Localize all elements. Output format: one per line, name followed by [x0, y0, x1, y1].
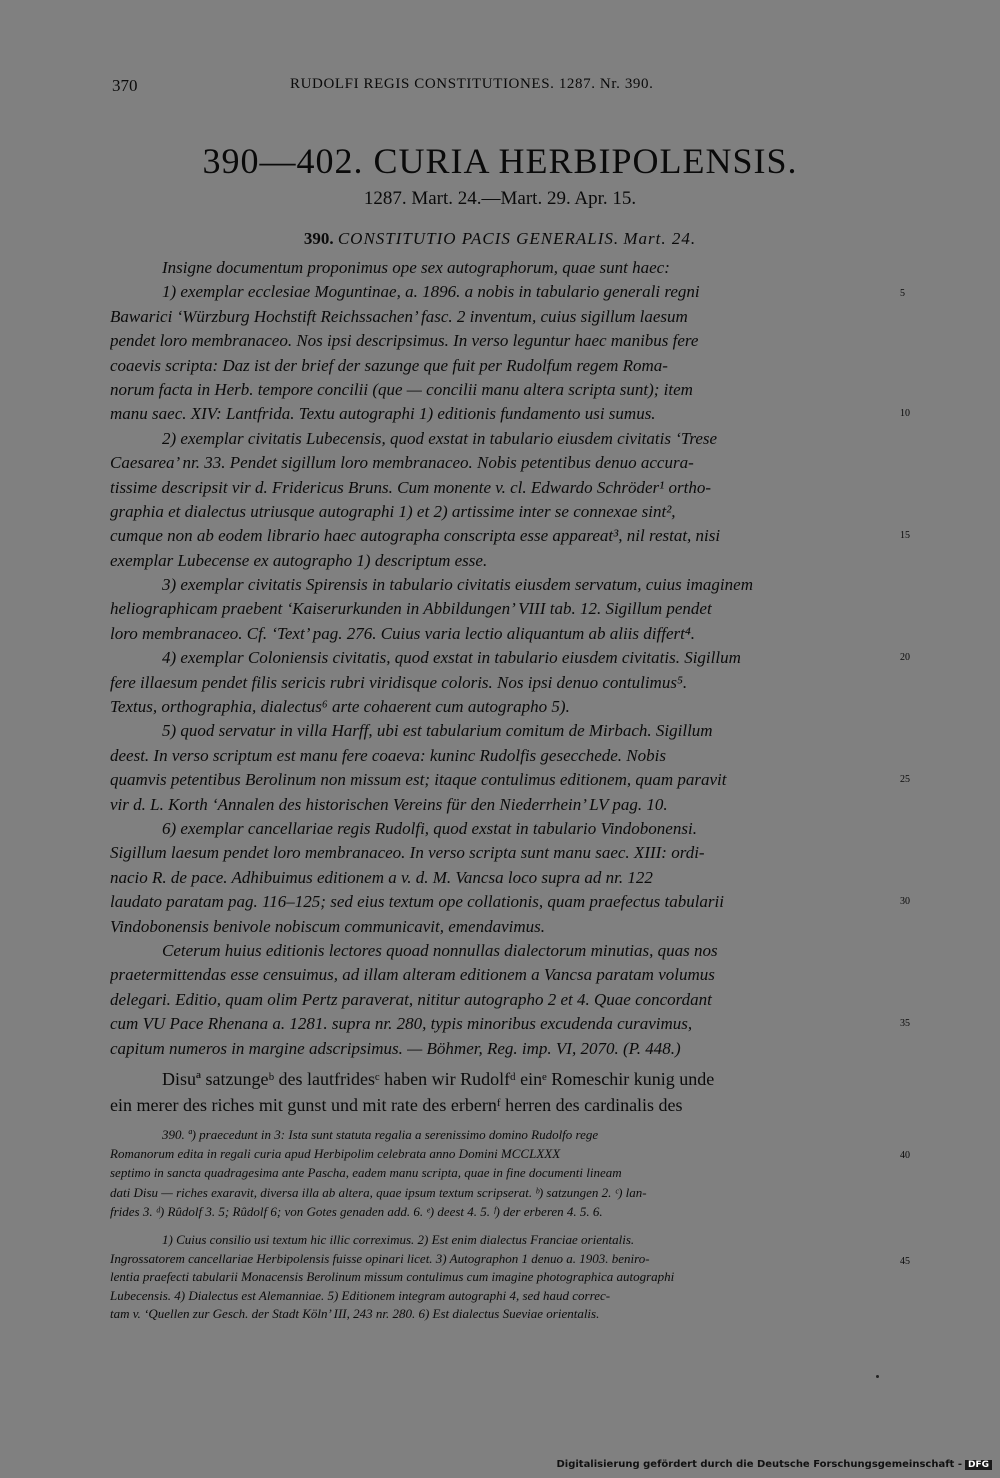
intro-line: 2) exemplar civitatis Lubecensis, quod exstat in tabulario eiusdem civitatis ‘Trese — [162, 428, 718, 448]
intro-line: 1) exemplar ecclesiae Moguntinae, a. 1896. a nobis in tabulario generali regni — [162, 282, 700, 302]
footnote-line: 1) Cuius consilio usi textum hic illic correximus. 2) Est enim dialectus Franciae orientalis. — [162, 1232, 635, 1247]
main-text-line: Disuª satzungeᵇ des lautfridesᶜ haben wir Rudolfᵈ einᵉ Romeschir kunig unde — [162, 1069, 715, 1089]
intro-line: praetermittendas esse censuimus, ad illam alteram editionem a Vancsa paratam volumus — [110, 965, 715, 985]
intro-line: vir d. L. Korth ‘Annalen des historischen Vereins für den Niederrhein’ LV pag. 10. — [110, 794, 668, 814]
line-number: 40 — [900, 1150, 910, 1161]
document-title: CONSTITUTIO PACIS GENERALIS. — [337, 229, 620, 248]
intro-line: 5) quod servatur in villa Harff, ubi est tabularium comitum de Mirbach. Sigillum — [162, 721, 713, 741]
main-text-line: ein merer des riches mit gunst und mit rate des erbernᶠ herren des cardinalis des — [110, 1095, 683, 1115]
intro-line: tissime descripsit vir d. Fridericus Bruns. Cum monente v. cl. Edwardo Schröder¹ ortho- — [110, 477, 711, 497]
footnote-line: tam v. ‘Quellen zur Gesch. der Stadt Köln’ III, 243 nr. 280. 6) Est dialectus Sueviae orientalis. — [110, 1306, 600, 1322]
intro-line: cum VU Pace Rhenana a. 1281. supra nr. 280, typis minoribus excudenda curavimus, — [110, 1014, 693, 1034]
intro-line: Vindobonensis benivole nobiscum communicavit, emendavimus. — [110, 916, 545, 936]
footnote-line: dati Disu — riches exaravit, diversa illa ab altera, quae ipsum textum scripserat. ᵇ) satzungen 2. ᶜ) lan- — [110, 1184, 647, 1200]
line-number: 10 — [900, 408, 910, 419]
document-heading — [0, 229, 1000, 249]
footnote-line: 390. ª) praecedunt in 3: Ista sunt statuta regalia a serenissimo domino Rudolfo rege — [162, 1127, 599, 1142]
section-dates: 1287. Mart. 24.—Mart. 29. Apr. 15. — [363, 188, 637, 209]
introduction — [110, 256, 893, 1061]
footer-text: Digitalisierung gefördert durch die Deutsche Forschungsgemeinschaft - — [556, 1459, 962, 1470]
intro-line: manu saec. XIV: Lantfrida. Textu autographi 1) editionis fundamento usi sumus. — [110, 404, 656, 424]
intro-line: pendet loro membranaceo. Nos ipsi descripsimus. In verso leguntur haec manibus fere — [110, 331, 699, 351]
footnote-line: frides 3. ᵈ) Rûdolf 3. 5; Rûdolf 6; von Gotes genaden add. 6. ᵉ) deest 4. 5. ᶠ) der erberen 4. 5. 6. — [110, 1203, 603, 1219]
intro-line: coaevis scripta: Daz ist der brief der sazunge que fuit per Rudolfum regem Roma- — [110, 355, 668, 375]
dfg-logo: DFG — [965, 1460, 992, 1470]
section-title: 390—402. CURIA HERBIPOLENSIS. — [202, 141, 798, 181]
document-date: Mart. 24. — [623, 229, 697, 248]
intro-line: norum facta in Herb. tempore concilii (que — concilii manu altera scripta sunt); item — [110, 379, 693, 399]
intro-line: delegari. Editio, quam olim Pertz paraverat, nititur autographo 2 et 4. Quae concordant — [110, 989, 712, 1009]
line-number: 15 — [900, 530, 910, 541]
intro-line: Sigillum laesum pendet loro membranaceo. In verso scripta sunt manu saec. XIII: ordi- — [110, 843, 705, 863]
intro-line: Textus, orthographia, dialectus⁶ arte cohaerent cum autographo 5). — [110, 697, 570, 717]
intro-line: exemplar Lubecense ex autographo 1) descriptum esse. — [110, 550, 488, 570]
footnote-line: Romanorum edita in regali curia apud Herbipolim celebrata anno Domini MCCLXXX — [110, 1146, 561, 1162]
line-number: 25 — [900, 774, 910, 785]
page-number: 370 — [112, 76, 138, 95]
intro-line: nacio R. de pace. Adhibuimus editionem a v. d. M. Vancsa loco supra ad nr. 122 — [110, 867, 653, 887]
intro-line: deest. In verso scriptum est manu fere coaeva: kuninc Rudolfis gesecchede. Nobis — [110, 745, 666, 765]
intro-line: 6) exemplar cancellariae regis Rudolfi, quod exstat in tabulario Vindobonensi. — [162, 818, 697, 838]
intro-line: Bawarici ‘Würzburg Hochstift Reichssachen’ fasc. 2 inventum, cuius sigillum laesum — [110, 306, 688, 326]
footer-credit — [556, 1459, 992, 1470]
intro-line: Ceterum huius editionis lectores quoad nonnullas dialectorum minutias, quas nos — [162, 940, 718, 960]
footnote-line: septimo in sancta quadragesima ante Pascha, eadem manu scripta, quae in fine documenti lineam — [110, 1165, 622, 1181]
running-title: RUDOLFI REGIS CONSTITUTIONES. 1287. Nr. 390. — [290, 76, 654, 92]
intro-line: 3) exemplar civitatis Spirensis in tabulario civitatis eiusdem servatum, cuius imaginem — [162, 575, 753, 595]
document-number: 390. — [303, 229, 334, 248]
footnote-line: Lubecensis. 4) Dialectus est Alemanniae. 5) Editionem integram autographi 4, sed haud correc- — [110, 1287, 611, 1303]
intro-line: fere illaesum pendet filis sericis rubri viridisque coloris. Nos ipsi denuo contulimus⁵. — [110, 672, 688, 692]
intro-line: cumque non ab eodem librario haec autographa conscripta esse appareat³, nil restat, nisi — [110, 526, 721, 546]
footnote-line: lentia praefecti tabularii Monacensis Berolinum missum contulimus cum imagine photographica autographi — [110, 1269, 675, 1285]
intro-line: capitum numeros in margine adscripsimus. — Böhmer, Reg. imp. VI, 2070. (P. 448.) — [110, 1038, 681, 1058]
intro-line: graphia et dialectus utriusque autographi 1) et 2) artissime inter se connexae sint², — [110, 501, 676, 521]
intro-line: Caesarea’ nr. 33. Pendet sigillum loro membranaceo. Nobis petentibus denuo accura- — [110, 453, 694, 473]
intro-line: 4) exemplar Coloniensis civitatis, quod exstat in tabulario eiusdem civitatis. Sigillum — [162, 648, 741, 668]
line-number: 20 — [900, 652, 910, 663]
footnote-line: Ingrossatorem cancellariae Herbipolensis fuisse opinari licet. 3) Autographon 1 denuo a. 1903. beniro- — [110, 1250, 650, 1266]
intro-line: laudato paratam pag. 116–125; sed eius textum ope collationis, quam praefectus tabularii — [110, 892, 724, 912]
variant-footnotes — [110, 1125, 893, 1221]
line-number: 5 — [900, 288, 905, 299]
scan-speck — [876, 1375, 879, 1378]
intro-line: Insigne documentum proponimus ope sex autographorum, quae sunt haec: — [162, 258, 670, 277]
intro-line: quamvis petentibus Berolinum non missum est; itaque contulimus editionem, quam paravit — [110, 770, 727, 790]
intro-line: loro membranaceo. Cf. ‘Text’ pag. 276. Cuius varia lectio aliquantum ab aliis differt⁴. — [110, 623, 695, 643]
line-number: 30 — [900, 896, 910, 907]
main-text — [110, 1066, 893, 1118]
numbered-footnotes — [110, 1231, 893, 1324]
line-number: 45 — [900, 1256, 910, 1267]
intro-line: heliographicam praebent ‘Kaiserurkunden in Abbildungen’ VIII tab. 12. Sigillum pendet — [110, 599, 712, 619]
line-number: 35 — [900, 1018, 910, 1029]
